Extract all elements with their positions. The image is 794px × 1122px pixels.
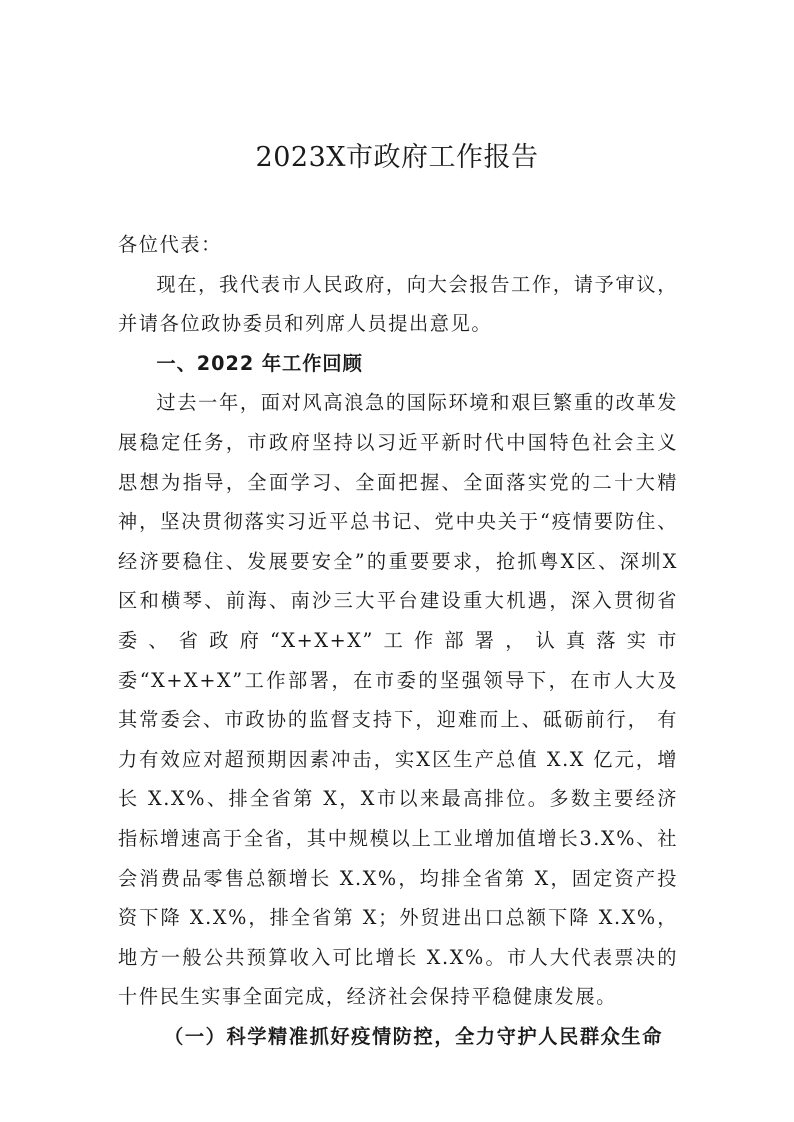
document-title: 2023X市政府工作报告 [255,142,539,173]
section-paragraph: 过去一年，面对风高浪急的国际环境和艰巨繁重的改革发展稳定任务，市政府坚持以习近平新时代中国特色社会主义思想为指导，全面学习、全面把握、全面落实党的二十大精神，坚决贯彻落实习近平总书记、党中央关于“疫情要防住、经济要稳住、发展要安全”的重要要求，抢抓粤X区、深圳X区和横琴、前海、南沙三大平台建设重大机遇，深入贯彻省委、省政府“X+X+X”工作部署，认真落实市委“X+X+X”工作部署，在市委的坚强领导下，在市人大及其常委会、市政协的监督支持下，迎难而上、砥砺前行， 有力有效应对超预期因素冲击，实X区生产总值 X.X 亿元，增长 X.X%、排全省第 X，X市以来最高排位。多数主要经济指标增速高于全省，其中规模以上工业增加值增长3.X%、社会消费品零售总额增长 X.X%，均排全省第 X，固定资产投资下降 X.X%，排全省第 X；外贸进出口总额下降 X.X%，地方一般公共预算收入可比增长 X.X%。市人大代表票决的十件民生实事全面完成，经济社会保持平稳健康发展。 [118,391,678,1009]
section-heading: 一、2022 年工作回顾 [156,351,363,375]
salutation: 各位代表： [118,233,222,256]
document-body [118,225,678,1056]
subsection-heading: （一）科学精准抓好疫情防控，全力守护人民群众生命 [164,1024,663,1048]
intro-paragraph: 现在，我代表市人民政府，向大会报告工作，请予审议，并请各位政协委员和列席人员提出意见。 [118,272,678,336]
